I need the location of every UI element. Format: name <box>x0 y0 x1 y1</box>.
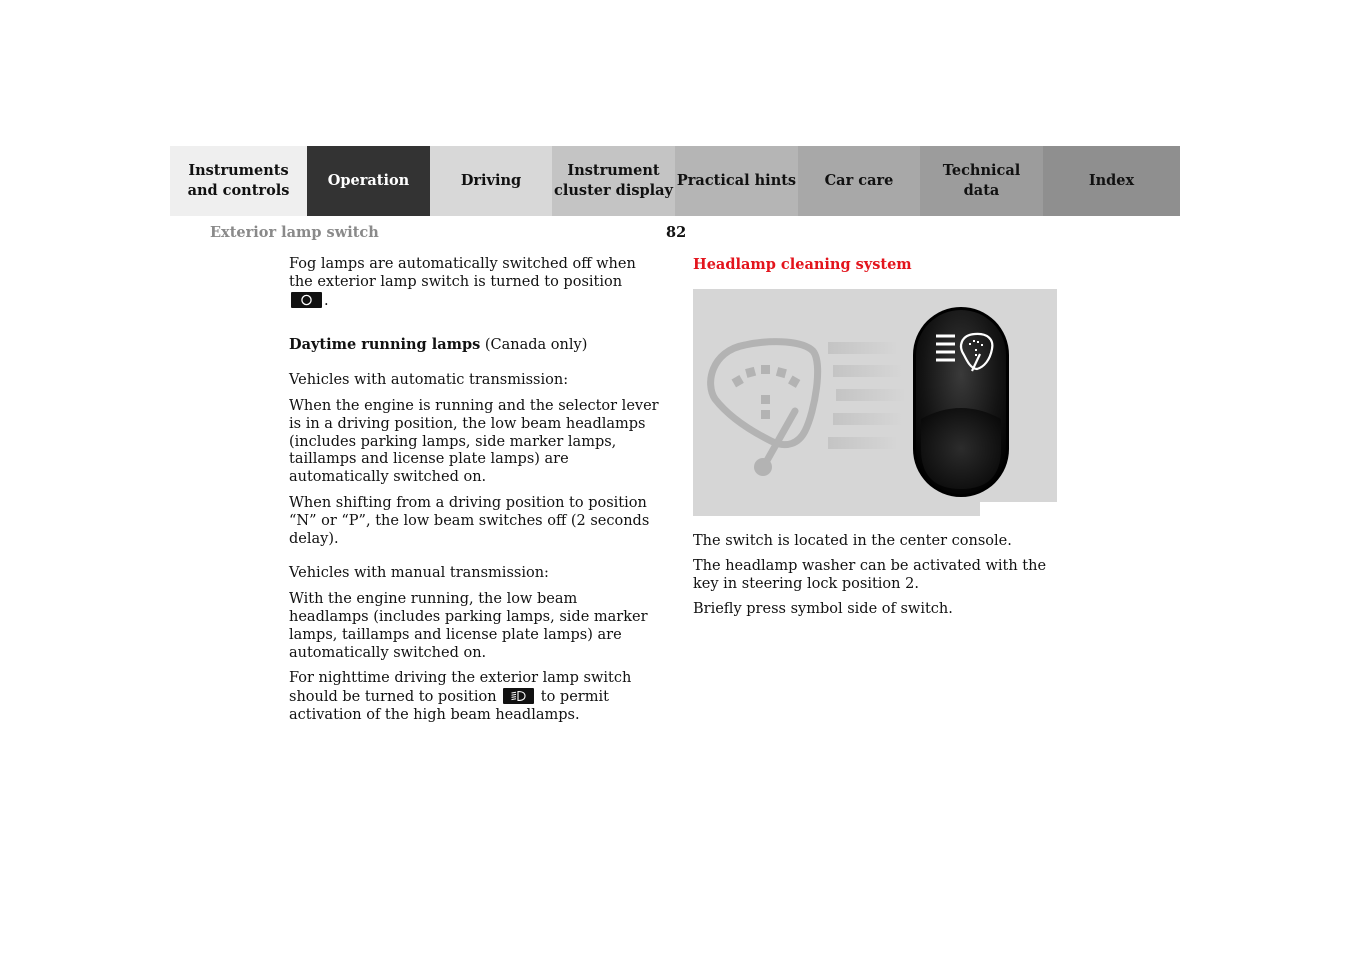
tab-instrument-cluster-display[interactable]: Instrument cluster display <box>552 146 675 216</box>
press-instruction-paragraph: Briefly press symbol side of switch. <box>693 601 953 618</box>
washer-activation-paragraph: The headlamp washer can be activated with the key in steering lock position 2. <box>693 557 1047 592</box>
tab-practical-hints[interactable]: Practical hints <box>675 146 798 216</box>
auto-transmission-paragraph-2: When shifting from a driving position to position “N” or “P”, the low beam switches off (2 seconds delay). <box>289 494 650 547</box>
tab-driving[interactable]: Driving <box>430 146 552 216</box>
section-title: Exterior lamp switch <box>210 224 379 241</box>
drl-heading: Daytime running lamps (Canada only) <box>289 336 588 354</box>
chapter-tabs <box>170 146 1180 216</box>
left-column <box>289 256 659 725</box>
auto-transmission-paragraph-1: When the engine is running and the selector lever is in a driving position, the low beam headlamps (includes parking lamps, side marker lamps, taillamps and license plate lamps) are automatically switched on. <box>289 397 659 486</box>
auto-transmission-heading: Vehicles with automatic transmission: <box>289 372 569 389</box>
tab-instruments-and-controls[interactable]: Instruments and controls <box>170 146 307 216</box>
fog-lamps-paragraph: Fog lamps are automatically switched off when the exterior lamp switch is turned to position . <box>289 256 636 309</box>
right-column <box>693 256 1063 274</box>
headlamp-cleaning-heading: Headlamp cleaning system <box>693 256 912 273</box>
tab-car-care[interactable]: Car care <box>798 146 920 216</box>
right-column-text <box>693 533 1063 619</box>
headlamp-cleaning-switch[interactable] <box>913 307 1009 497</box>
manual-transmission-heading: Vehicles with manual transmission: <box>289 565 549 582</box>
tab-operation[interactable]: Operation <box>307 146 430 216</box>
lamp-switch-off-symbol <box>291 292 322 308</box>
switch-location-paragraph: The switch is located in the center console. <box>693 533 1012 549</box>
tab-technical-data[interactable]: Technical data <box>920 146 1043 216</box>
headlamp-cleaning-switch-illustration <box>693 289 1057 516</box>
tab-index[interactable]: Index <box>1043 146 1180 216</box>
page-number: 82 <box>666 224 687 241</box>
manual-transmission-paragraph-1: With the engine running, the low beam headlamps (includes parking lamps, side marker lamps, taillamps and license plate lamps) are automatically switched on. <box>289 591 648 661</box>
low-beam-symbol <box>503 688 534 704</box>
manual-transmission-paragraph-2: For nighttime driving the exterior lamp switch should be turned to position to permit activation of the high beam headlamps. <box>289 670 632 723</box>
